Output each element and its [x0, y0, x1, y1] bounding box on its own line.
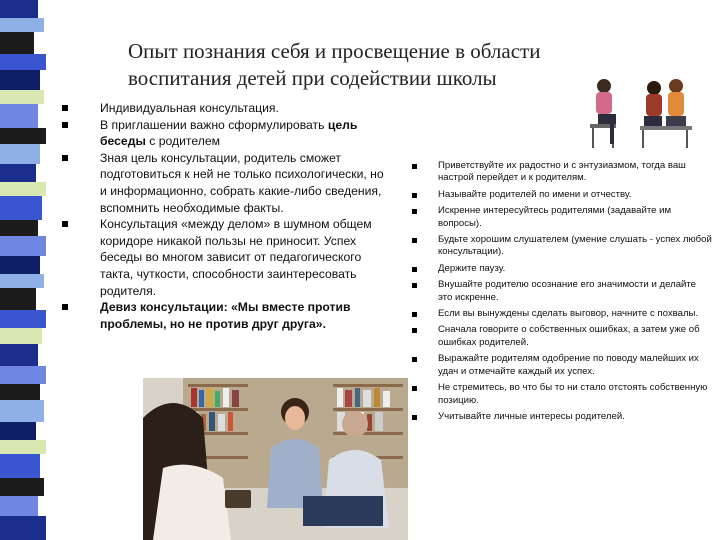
- bullet-icon: [412, 312, 417, 317]
- list-item: Сначала говорите о собственных ошибках, а затем уже об ошибках родителей.: [412, 324, 712, 349]
- left-bullet-list: [62, 100, 392, 332]
- bullet-icon: [412, 238, 417, 243]
- list-item: Не стремитесь, во что бы то ни стало отстоять собственную позицию.: [412, 382, 712, 407]
- list-item: В приглашении важно сформулировать цель беседы с родителем: [62, 117, 392, 150]
- list-item: Внушайте родителю осознание его значимости и делайте это искренне.: [412, 279, 712, 304]
- decorative-stripe: [0, 0, 52, 540]
- bullet-icon: [62, 155, 68, 161]
- list-item: Зная цель консультации, родитель сможет подготовиться к ней не только психологически, но и информационно, собрать какие-либо сведения, вспомнить необходимые факты.: [62, 150, 392, 216]
- list-item: Будьте хорошим слушателем (умение слушать - успех любой консультации).: [412, 234, 712, 259]
- list-item: Искренне интересуйтесь родителями (задавайте им вопросы).: [412, 205, 712, 230]
- list-item: Учитывайте личные интересы родителей.: [412, 411, 712, 423]
- bullet-icon: [412, 415, 417, 420]
- bullet-icon: [412, 164, 417, 169]
- list-item: Приветствуйте их радостно и с энтузиазмом, тогда ваш настрой перейдет и к родителям.: [412, 160, 712, 185]
- list-item: Индивидуальная консультация.: [62, 100, 392, 117]
- slide-title: Опыт познания себя и просвещение в области воспитания детей при содействии школы: [128, 39, 541, 90]
- bullet-icon: [62, 221, 68, 227]
- bullet-icon: [412, 328, 417, 333]
- bullet-icon: [62, 105, 68, 111]
- list-item: Если вы вынуждены сделать выговор, начните с похвалы.: [412, 308, 712, 320]
- right-bullet-list: [412, 160, 712, 427]
- bullet-icon: [62, 304, 68, 310]
- bullet-icon: [412, 283, 417, 288]
- bullet-icon: [62, 122, 68, 128]
- bullet-icon: [412, 267, 417, 272]
- bullet-icon: [412, 357, 417, 362]
- list-item: Консультация «между делом» в шумном общем коридоре никакой пользы не приносит. Успех беседы во многом зависит от педагогического такта, чуткости, способности заинтересовать родителя.: [62, 216, 392, 299]
- consultation-photo-main: [143, 378, 408, 540]
- list-item: Выражайте родителям одобрение по поводу малейших их удач и отмечайте каждый их успех.: [412, 353, 712, 378]
- list-item: Держите паузу.: [412, 263, 712, 275]
- list-item: Девиз консультации: «Мы вместе против проблемы, но не против друг друга».: [62, 299, 392, 332]
- list-item: Называйте родителей по имени и отчеству.: [412, 189, 712, 201]
- bullet-icon: [412, 209, 417, 214]
- bullet-icon: [412, 386, 417, 391]
- bullet-icon: [412, 193, 417, 198]
- consultation-photo-small: [580, 72, 700, 150]
